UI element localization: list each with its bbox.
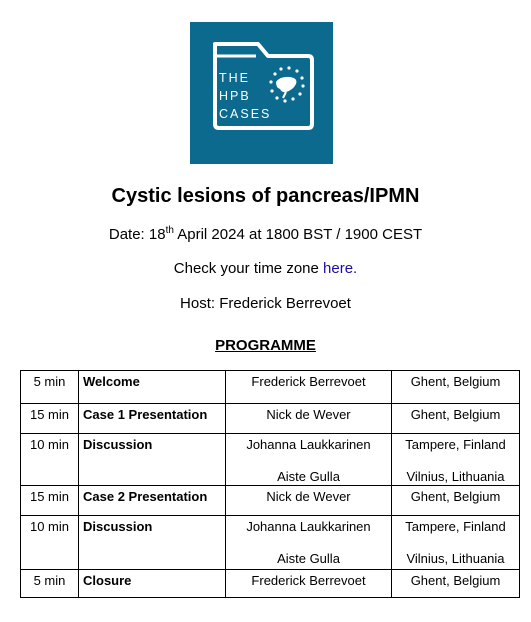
- row-duration: 5 min: [21, 371, 79, 404]
- svg-text:CASES: CASES: [219, 107, 272, 121]
- page-title: Cystic lesions of pancreas/IPMN: [111, 185, 420, 207]
- programme-heading: PROGRAMME: [215, 337, 316, 354]
- row-locations: [392, 516, 520, 570]
- host-line: Host: Frederick Berrevoet: [180, 295, 351, 312]
- event-date: [0, 226, 531, 244]
- row-title: Welcome: [79, 371, 226, 404]
- row-speaker: Aiste Gulla: [277, 551, 340, 566]
- date-suffix: April 2024 at 1800 BST / 1900 CEST: [173, 226, 423, 243]
- hpb-cases-logo: [190, 22, 333, 164]
- row-title: Case 1 Presentation: [79, 404, 226, 434]
- row-duration: 15 min: [21, 486, 79, 516]
- row-speaker: Aiste Gulla: [277, 469, 340, 484]
- date-ordinal: th: [165, 225, 174, 236]
- row-location: Ghent, Belgium: [392, 371, 520, 404]
- programme-table: [20, 370, 520, 598]
- row-title: Discussion: [79, 434, 226, 486]
- row-location: Vilnius, Lithuania: [406, 551, 505, 566]
- row-speaker: Nick de Wever: [226, 404, 392, 434]
- row-duration: 10 min: [21, 434, 79, 486]
- row-duration: 15 min: [21, 404, 79, 434]
- svg-text:HPB: HPB: [219, 89, 251, 103]
- row-speaker: Frederick Berrevoet: [226, 570, 392, 598]
- row-locations: [392, 434, 520, 486]
- table-row: [21, 486, 520, 516]
- row-title: Closure: [79, 570, 226, 598]
- row-location: Vilnius, Lithuania: [406, 469, 505, 484]
- row-speaker: Frederick Berrevoet: [226, 371, 392, 404]
- date-prefix: Date: 18: [108, 226, 166, 243]
- table-row: [21, 516, 520, 570]
- table-row: [21, 404, 520, 434]
- timezone-text: Check your time zone: [173, 260, 324, 277]
- folder-liver-icon: [190, 22, 333, 164]
- svg-text:THE: THE: [219, 71, 250, 85]
- row-title: Case 2 Presentation: [79, 486, 226, 516]
- row-location: Ghent, Belgium: [392, 570, 520, 598]
- table-row: [21, 434, 520, 486]
- row-location: Ghent, Belgium: [392, 486, 520, 516]
- row-location: Ghent, Belgium: [392, 404, 520, 434]
- row-speaker: Nick de Wever: [226, 486, 392, 516]
- table-row: [21, 371, 520, 404]
- row-speakers: [226, 434, 392, 486]
- row-duration: 10 min: [21, 516, 79, 570]
- timezone-line: [0, 260, 531, 278]
- row-title: Discussion: [79, 516, 226, 570]
- row-speaker: Johanna Laukkarinen: [246, 519, 371, 534]
- row-speakers: [226, 516, 392, 570]
- row-location: Tampere, Finland: [405, 519, 506, 534]
- row-speaker: Johanna Laukkarinen: [246, 437, 371, 452]
- timezone-link[interactable]: here.: [323, 260, 358, 277]
- row-location: Tampere, Finland: [405, 437, 506, 452]
- row-duration: 5 min: [21, 570, 79, 598]
- table-row: [21, 570, 520, 598]
